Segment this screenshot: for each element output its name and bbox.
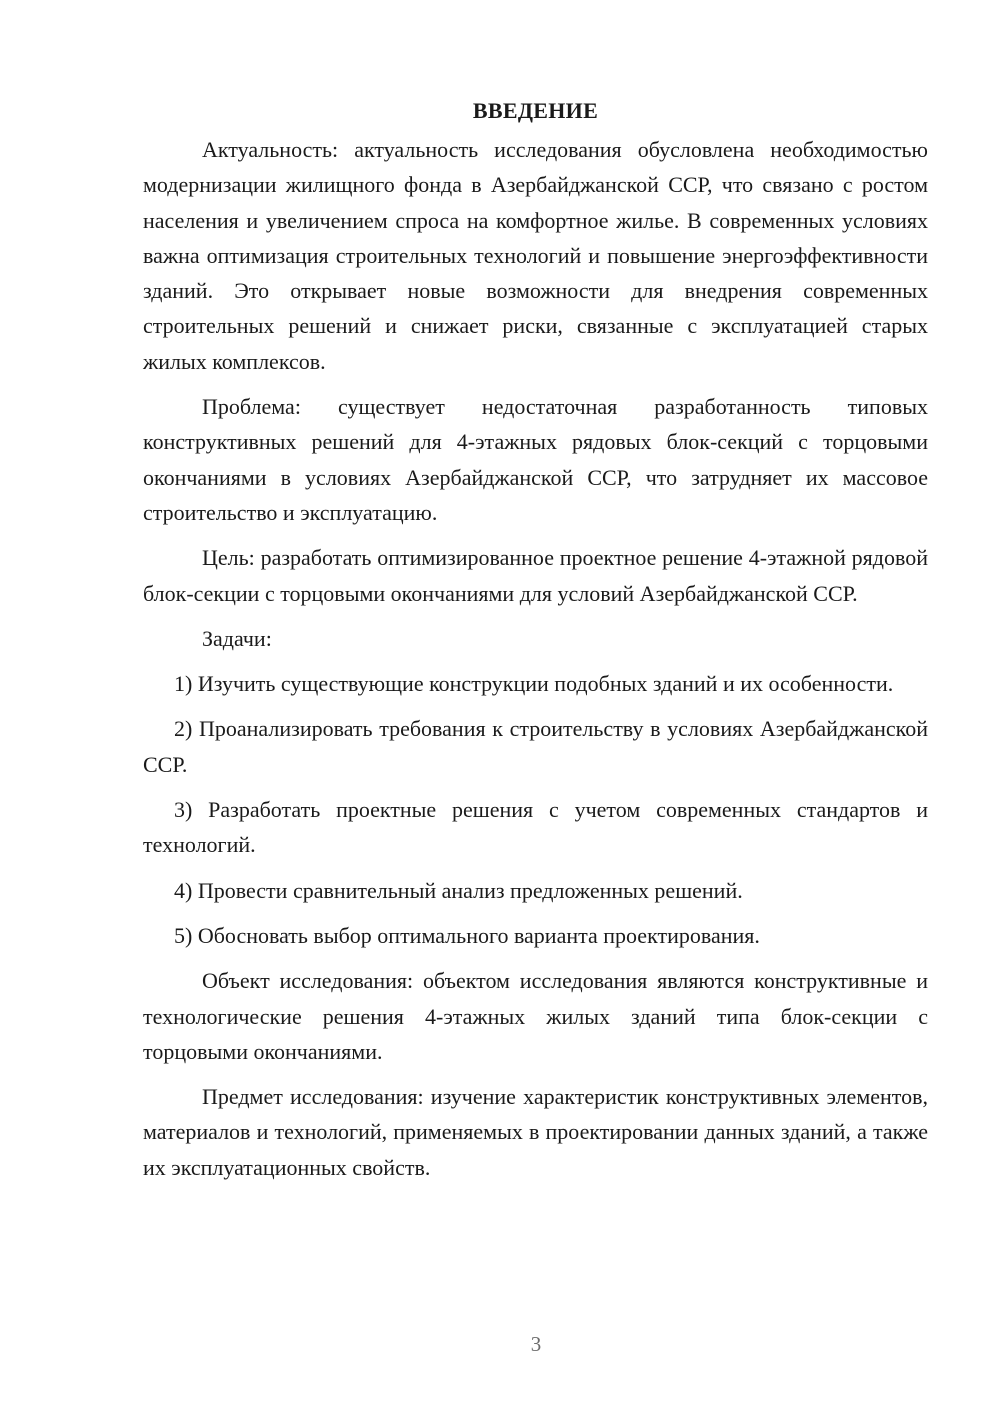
page-title: ВВЕДЕНИЕ [472,98,599,123]
task-item-3: 3) Разработать проектные решения с учетом современных стандартов и технологий. [143,797,928,858]
paragraph-goal: Цель: разработать оптимизированное проектное решение 4-этажной рядовой блок-секции с торцовыми окончаниями для условий Азербайджанской ССР. [143,545,928,606]
page-number: 3 [530,1332,542,1356]
paragraph-subject: Предмет исследования: изучение характеристик конструктивных элементов, материалов и технологий, применяемых в проектировании данных зданий, а также их эксплуатационных свойств. [143,1084,928,1180]
paragraph-relevance: Актуальность: актуальность исследования обусловлена необходимостью модернизации жилищного фонда в Азербайджанской ССР, что связано с ростом населения и увеличением спроса на комфортное жилье. В современных условиях важна оптимизация строительных технологий и повышение энергоэффективности зданий. Это открывает новые возможности для внедрения современных строительных решений и снижает риски, связанные с эксплуатацией старых жилых комплексов. [143,137,928,374]
task-item-1: 1) Изучить существующие конструкции подобных зданий и их особенности. [174,671,894,697]
task-item-5: 5) Обосновать выбор оптимального варианта проектирования. [174,922,760,948]
paragraph-problem: Проблема: существует недостаточная разработанность типовых конструктивных решений для 4-этажных рядовых блок-секций с торцовыми окончаниями в условиях Азербайджанской ССР, что затрудняет их массовое строительство и эксплуатацию. [143,394,928,525]
task-item-2: 2) Проанализировать требования к строительству в условиях Азербайджанской ССР. [143,716,928,777]
paragraph-object: Объект исследования: объектом исследования являются конструктивные и технологические решения 4-этажных жилых зданий типа блок-секции с торцовыми окончаниями. [143,968,928,1064]
task-item-4: 4) Провести сравнительный анализ предложенных решений. [174,877,743,903]
tasks-heading: Задачи: [202,625,272,651]
page-content [143,93,928,1185]
